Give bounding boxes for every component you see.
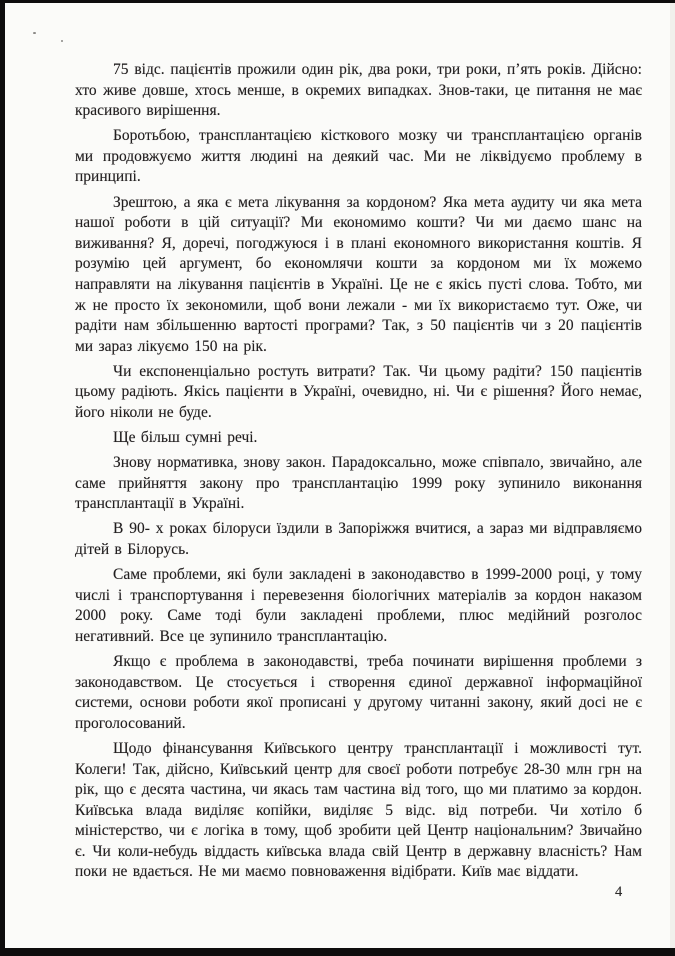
paragraph: Щодо фінансування Київського центру трансплантації і можливості тут. Колеги! Так, дійсно, Київський центр для своєї роботи потребує 28-30 млн грн на рік, що є десята частина, чи якась там частина від того, що ми платимо за кордон. Київська влада виділяє копійки, виділяє 5 відс. від потреби. Чи хотіло б міністерство, чи є логіка в тому, щоб зробити цей Центр національним? Звичайно є. Чи коли-небудь віддасть київська влада свій Центр в державну власність? Нам поки не вдається. Не ми маємо повноваження відібрати. Київ має віддати. xyxy=(75,739,642,881)
paragraph: Знову нормативка, знову закон. Парадоксально, може співпало, звичайно, але саме прийняття закону про трансплантацію 1999 року зупинило виконання трансплантації в Україні. xyxy=(75,454,642,513)
document-page xyxy=(5,3,675,948)
paragraph: Ще більш сумні речі. xyxy=(113,429,258,447)
paragraph: Зрештою, а яка є мета лікування за кордоном? Яка мета аудиту чи яка мета нашої роботи в цій ситуації? Ми економимо кошти? Чи ми даємо шанс на виживання? Я, доречі, погоджуюся і в плані економного використання коштів. Я розумію цей аргумент, бо економлячи кошти за кордоном ми їх можемо направляти на лікування пацієнтів в Україні. Це не є якісь пусті слова. Тобто, ми ж не просто їх зекономили, щоб вони лежали - ми їх використаємо тут. Оже, чи радіти нам збільшенню вартості програми? Так, з 50 пацієнтів чи з 20 пацієнтів ми зараз лікуємо 150 на рік. xyxy=(75,193,642,355)
page-number: 4 xyxy=(615,884,623,900)
paragraph: Саме проблеми, які були закладені в законодавство в 1999-2000 році, у тому числі і транспортування і перевезення біологічних матеріалів за кордон наказом 2000 року. Саме тоді були закладені проблеми, плюс медійний розголос негативний. Все це зупинило трансплантацію. xyxy=(75,566,642,645)
paragraph: 75 відс. пацієнтів прожили один рік, два роки, три роки, п’ять років. Дійсно: хто живе довше, хтось менше, в окремих випадках. Знов-таки, це питання не має красивого вирішення. xyxy=(75,61,642,120)
paragraph: Якщо є проблема в законодавстві, треба починати вирішення проблеми з законодавством. Це стосується і створення єдиної державної інформаційної системи, основи роботи якої прописані у другому читанні закону, який досі не є проголосований. xyxy=(75,653,642,732)
paragraph: Чи експоненціально ростуть витрати? Так. Чи цьому радіти? 150 пацієнтів цьому радіють. Якісь пацієнти в Україні, очевидно, ні. Чи є рішення? Його немає, його ніколи не буде. xyxy=(75,362,642,421)
scan-speck xyxy=(33,32,36,34)
scan-edge-shade xyxy=(670,3,675,948)
scan-speck xyxy=(61,40,63,42)
paragraph: Боротьбою, трансплантацією кісткового мозку чи трансплантацією органів ми продовжуємо життя людині на деякий час. Ми не ліквідуємо проблему в принципі. xyxy=(75,127,642,186)
document-text xyxy=(75,60,642,888)
paragraph: В 90- х роках білоруси їздили в Запоріжжя вчитися, а зараз ми відправляємо дітей в Білорусь. xyxy=(75,520,642,559)
